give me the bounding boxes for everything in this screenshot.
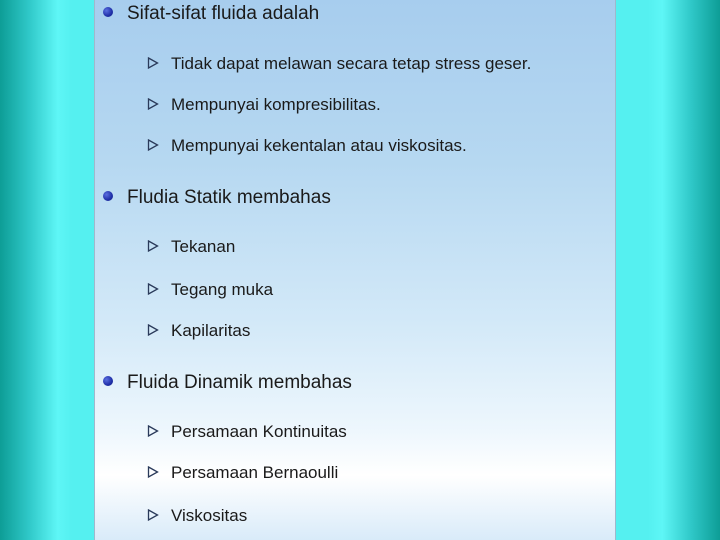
bullet-dot-icon: [103, 7, 113, 17]
triangle-outline-icon: [147, 425, 159, 437]
list-item: [147, 95, 381, 115]
list-item: [147, 463, 338, 483]
list-item: [147, 321, 250, 341]
list-item-text: Tidak dapat melawan secara tetap stress geser.: [171, 54, 532, 73]
list-item-text: Tegang muka: [171, 280, 274, 299]
triangle-outline-icon: [147, 240, 159, 252]
slide-content-panel: [94, 0, 616, 540]
list-item-text: Persamaan Bernaoulli: [171, 463, 339, 482]
section-heading-text: Fluida Dinamik membahas: [127, 372, 352, 393]
triangle-outline-icon: [147, 139, 159, 151]
list-item-text: Kapilaritas: [171, 321, 251, 340]
section-heading-text: Fludia Statik membahas: [127, 187, 331, 208]
list-item-text: Persamaan Kontinuitas: [171, 422, 347, 441]
section-heading: [103, 187, 331, 209]
list-item: [147, 422, 347, 442]
list-item: [147, 54, 531, 74]
list-item-text: Mempunyai kekentalan atau viskositas.: [171, 136, 467, 155]
triangle-outline-icon: [147, 466, 159, 478]
triangle-outline-icon: [147, 57, 159, 69]
bullet-dot-icon: [103, 191, 113, 201]
list-item-text: Mempunyai kompresibilitas.: [171, 95, 381, 114]
section-heading: [103, 372, 352, 394]
triangle-outline-icon: [147, 283, 159, 295]
list-item-text: Tekanan: [171, 237, 236, 256]
list-item: [147, 506, 247, 526]
section-heading: [103, 3, 319, 25]
triangle-outline-icon: [147, 509, 159, 521]
bullet-dot-icon: [103, 376, 113, 386]
list-item-text: Viskositas: [171, 506, 248, 525]
list-item: [147, 280, 273, 300]
list-item: [147, 136, 467, 156]
list-item: [147, 237, 235, 257]
triangle-outline-icon: [147, 324, 159, 336]
section-heading-text: Sifat-sifat fluida adalah: [127, 3, 320, 24]
triangle-outline-icon: [147, 98, 159, 110]
